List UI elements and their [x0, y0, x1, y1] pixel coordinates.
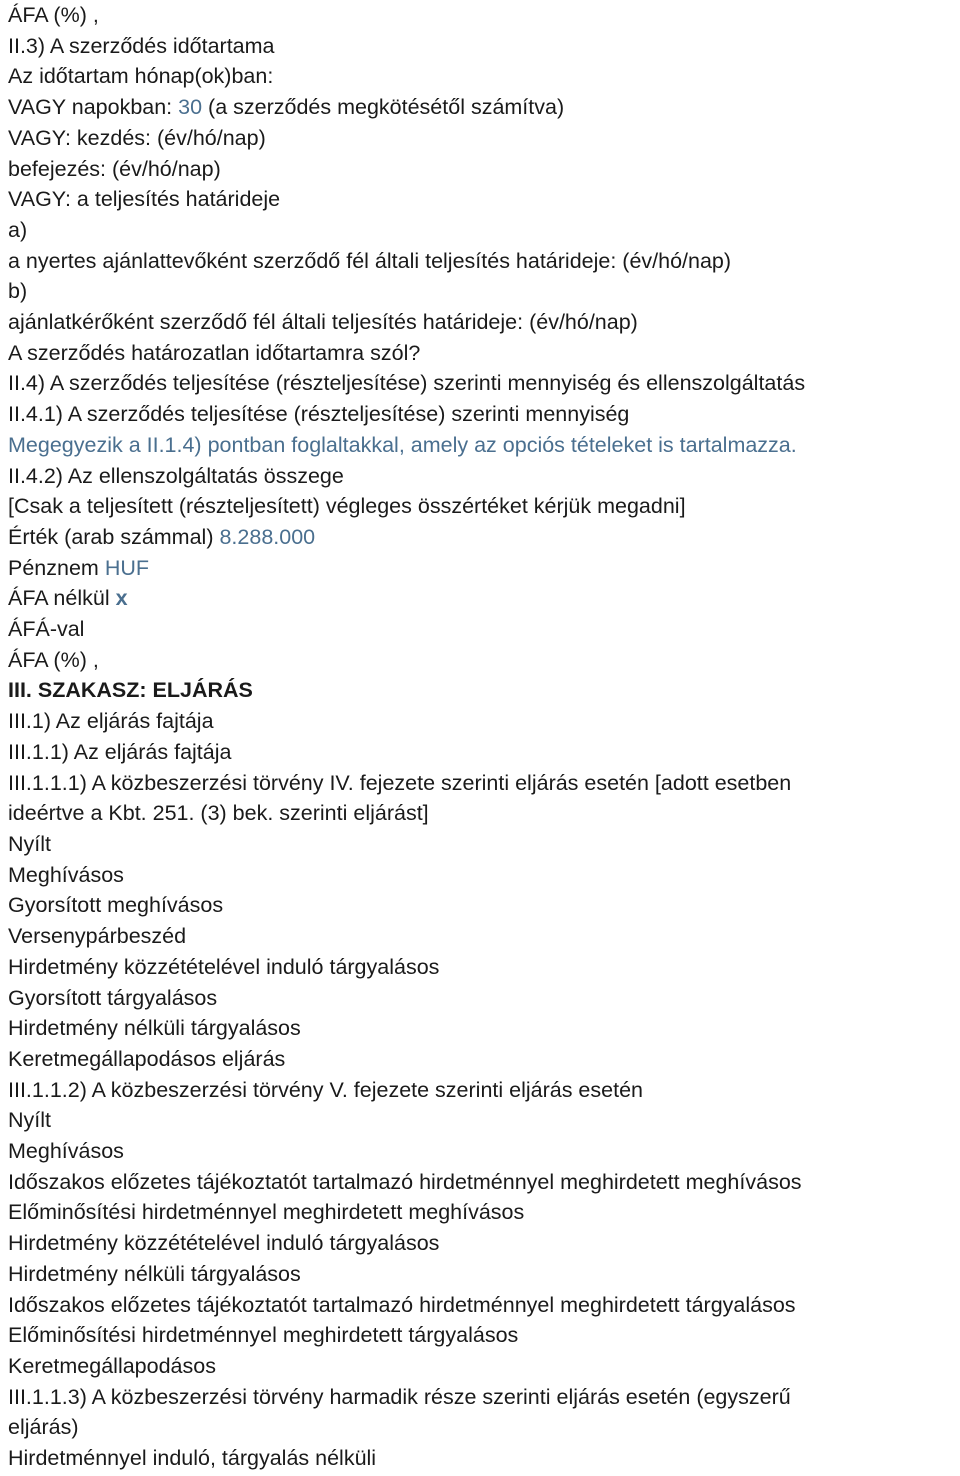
currency-value: HUF — [104, 555, 149, 580]
duration-days-note: (a szerződés megkötésétől számítva) — [202, 95, 565, 120]
option-qualification-restricted: Előminősítési hirdetménnyel meghirdetett meghívásos — [8, 1200, 525, 1225]
part-three-procedure-heading-cont: eljárás) — [8, 1415, 79, 1440]
item-a-label: a) — [8, 217, 28, 242]
currency-line — [8, 553, 956, 584]
section-heading-consideration-amount: II.4.2) Az ellenszolgáltatás összege — [8, 463, 344, 488]
section-heading-quantity: II.4.1) A szerződés teljesítése (részteljesítése) szerinti mennyiség — [8, 402, 630, 427]
procedure-type-heading: III.1) Az eljárás fajtája — [8, 709, 214, 734]
option-restricted: Meghívásos — [8, 862, 124, 887]
quantity-value-text: Megegyezik a II.1.4) pontban foglaltakkal, amely az opciós tételeket is tartalmazza. — [8, 432, 797, 457]
vat-percent-line: ÁFA (%) , — [8, 3, 99, 27]
option-accelerated-restricted: Gyorsított meghívásos — [8, 893, 224, 918]
end-date-label: befejezés: (év/hó/nap) — [8, 156, 221, 181]
option-pin-negotiated: Időszakos előzetes tájékoztatót tartalmazó hirdetménnyel meghirdetett tárgyalásos — [8, 1292, 796, 1317]
value-label: Érték (arab számmal) — [8, 524, 220, 549]
part-three-procedure-heading: III.1.1.3) A közbeszerzési törvény harmadik része szerinti eljárás esetén (egyszerű — [8, 1384, 791, 1409]
option-framework: Keretmegállapodásos — [8, 1353, 216, 1378]
consideration-instruction: [Csak a teljesített (részteljesített) végleges összértéket kérjük megadni] — [8, 494, 686, 519]
without-vat-mark: x — [115, 586, 128, 611]
part-iv-procedure-heading-cont: ideértve a Kbt. 251. (3) bek. szerinti eljárást] — [8, 801, 429, 826]
item-b-text: ajánlatkérőként szerződő fél általi teljesítés határideje: (év/hó/nap) — [8, 310, 638, 335]
duration-days-value: 30 — [178, 95, 203, 120]
option-pin-restricted: Időszakos előzetes tájékoztatót tartalmazó hirdetménnyel meghirdetett meghívásos — [8, 1169, 802, 1194]
procedure-type-subheading: III.1.1) Az eljárás fajtája — [8, 739, 232, 764]
with-vat-label: ÁFÁ-val — [8, 617, 85, 642]
indefinite-duration-question: A szerződés határozatlan időtartamra szól? — [8, 340, 421, 365]
value-line — [8, 522, 956, 553]
option-notice-without-negotiation: Hirdetménnyel induló, tárgyalás nélküli — [8, 1446, 377, 1471]
option-accelerated-negotiated: Gyorsított tárgyalásos — [8, 985, 218, 1010]
section-heading-contract-duration: II.3) A szerződés időtartama — [8, 33, 275, 58]
document-body — [8, 0, 956, 1474]
duration-months-label: Az időtartam hónap(ok)ban: — [8, 64, 274, 89]
without-vat-label: ÁFA nélkül — [8, 586, 116, 611]
without-vat-line — [8, 583, 956, 614]
value-amount: 8.288.000 — [219, 524, 316, 549]
option-open-v: Nyílt — [8, 1108, 51, 1133]
option-negotiated-without-notice: Hirdetmény nélküli tárgyalásos — [8, 1016, 301, 1041]
option-qualification-negotiated: Előminősítési hirdetménnyel meghirdetett tárgyalásos — [8, 1323, 519, 1348]
section-heading-quantity-consideration: II.4) A szerződés teljesítése (részteljesítése) szerinti mennyiség és ellenszolgáltatás — [8, 371, 806, 396]
deadline-label: VAGY: a teljesítés határideje — [8, 187, 281, 212]
part-v-procedure-heading: III.1.1.2) A közbeszerzési törvény V. fejezete szerinti eljárás esetén — [8, 1077, 643, 1102]
currency-label: Pénznem — [8, 555, 105, 580]
option-open: Nyílt — [8, 831, 51, 856]
section-heading-procedure: III. SZAKASZ: ELJÁRÁS — [8, 678, 253, 703]
item-b-label: b) — [8, 279, 28, 304]
option-restricted-v: Meghívásos — [8, 1139, 124, 1164]
item-a-text: a nyertes ajánlattevőként szerződő fél általi teljesítés határideje: (év/hó/nap) — [8, 248, 732, 273]
start-date-label: VAGY: kezdés: (év/hó/nap) — [8, 125, 266, 150]
duration-days-label: VAGY napokban: — [8, 95, 179, 120]
option-negotiated-without-notice-v: Hirdetmény nélküli tárgyalásos — [8, 1261, 301, 1286]
option-negotiated-with-notice: Hirdetmény közzétételével induló tárgyalásos — [8, 954, 440, 979]
part-iv-procedure-heading: III.1.1.1) A közbeszerzési törvény IV. fejezete szerinti eljárás esetén [adott esetben — [8, 770, 792, 795]
vat-percent-line-2: ÁFA (%) , — [8, 647, 99, 672]
duration-days-line — [8, 92, 956, 123]
option-competitive-dialogue: Versenypárbeszéd — [8, 924, 187, 949]
option-negotiated-with-notice-v: Hirdetmény közzétételével induló tárgyalásos — [8, 1231, 440, 1256]
option-framework-procedure: Keretmegállapodásos eljárás — [8, 1046, 286, 1071]
